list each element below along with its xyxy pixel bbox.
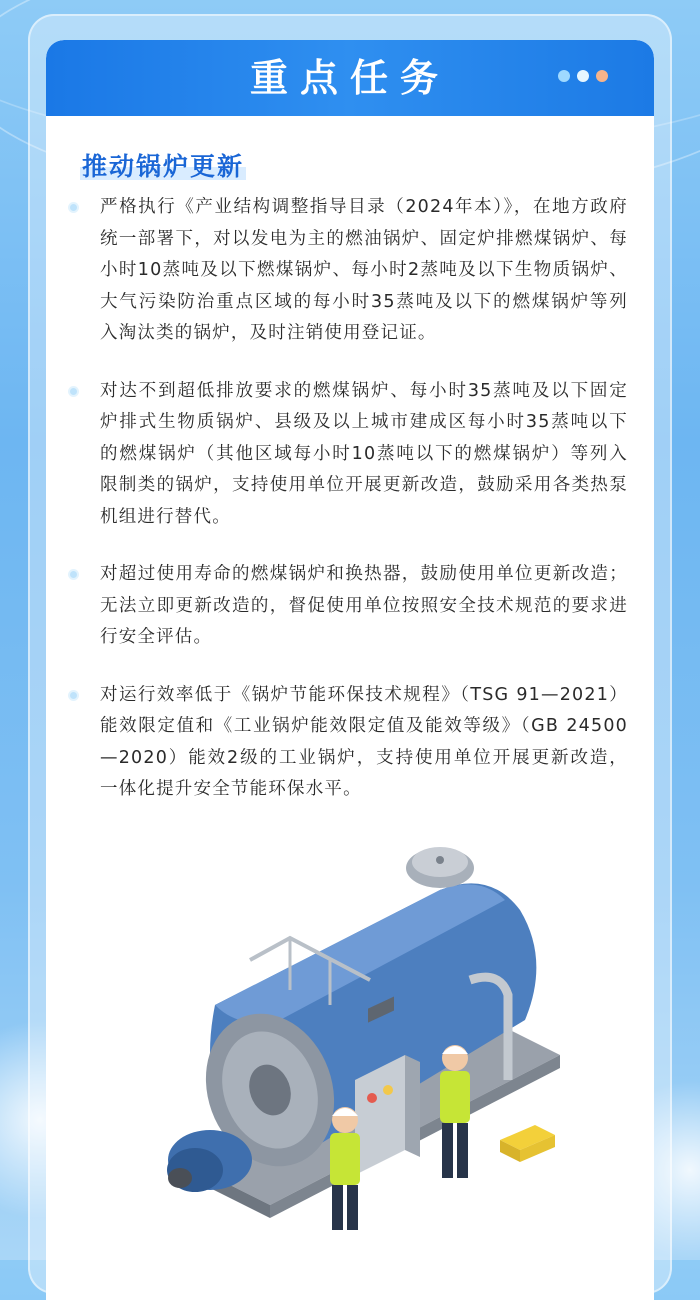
dot-icon <box>577 70 589 82</box>
dot-icon <box>596 70 608 82</box>
task-list <box>68 192 628 832</box>
section-title: 推动锅炉更新 <box>80 147 246 183</box>
header-dots <box>558 70 608 82</box>
bullet-dot-icon <box>70 388 77 395</box>
list-item-text: 对达不到超低排放要求的燃煤锅炉、每小时35蒸吨及以下固定炉排式生物质锅炉、县级及以上城市建成区每小时35蒸吨以下的燃煤锅炉（其他区域每小时10蒸吨以下的燃煤锅炉）等列入限制类的锅炉，支持使用单位开展更新改造，鼓励采用各类热泵机组进行替代。 <box>100 380 628 527</box>
industrial-boiler-with-workers-icon <box>140 830 570 1250</box>
list-item <box>68 376 628 534</box>
list-item <box>68 680 628 806</box>
page-title: 重点任务 <box>249 56 450 100</box>
bullet-dot-icon <box>70 571 77 578</box>
list-item <box>68 559 628 654</box>
list-item <box>68 192 628 350</box>
bullet-dot-icon <box>70 692 77 699</box>
header-banner <box>46 40 654 116</box>
bullet-dot-icon <box>70 204 77 211</box>
list-item-text: 对超过使用寿命的燃煤锅炉和换热器，鼓励使用单位更新改造；无法立即更新改造的，督促使用单位按照安全技术规范的要求进行安全评估。 <box>100 564 628 647</box>
content-card <box>46 40 654 1300</box>
dot-icon <box>558 70 570 82</box>
list-item-text: 严格执行《产业结构调整指导目录（2024年本）》，在地方政府统一部署下，对以发电为主的燃油锅炉、固定炉排燃煤锅炉、每小时10蒸吨及以下燃煤锅炉、每小时2蒸吨及以下生物质锅炉、大气污染防治重点区域的每小时35蒸吨及以下的燃煤锅炉等列入淘汰类的锅炉，及时注销使用登记证。 <box>100 197 628 343</box>
list-item-text: 对运行效率低于《锅炉节能环保技术规程》（TSG 91—2021）能效限定值和《工业锅炉能效限定值及能效等级》（GB 24500—2020）能效2级的工业锅炉，支持使用单位开展更新改造，一体化提升安全节能环保水平。 <box>100 684 628 799</box>
